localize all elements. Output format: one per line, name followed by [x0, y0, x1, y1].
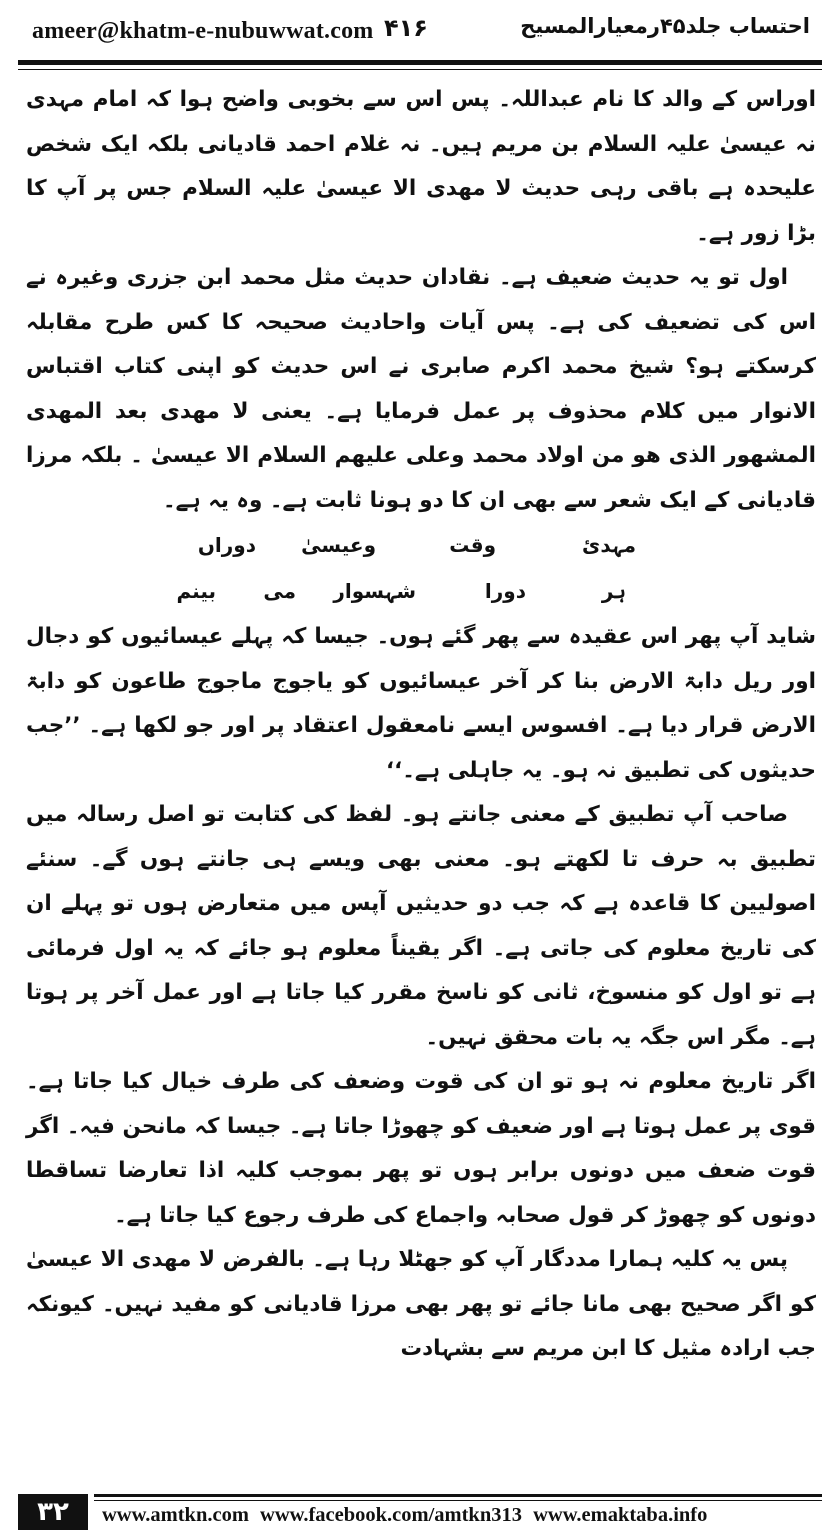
- page-footer: [18, 1488, 822, 1536]
- paragraph-1: اوراس کے والد کا نام عبداللہ۔ پس اس سے بخوبی واضح ہوا کہ امام مہدی نہ عیسیٰ علیہ السلام بن مریم ہیں۔ نہ غلام احمد قادیانی بلکہ ایک شخص علیحدہ ہے باقی رہی حدیث لا مھدی الا عیسیٰ علیہ السلام جس پر آپ کا بڑا زور ہے۔: [26, 87, 816, 246]
- poem-word: دوراں: [197, 533, 256, 557]
- poem-couplet: [26, 523, 816, 615]
- header-email: ameer@khatm-e-nubuwwat.com: [32, 18, 374, 44]
- footer-link-amtkn[interactable]: www.amtkn.com: [102, 1504, 249, 1526]
- poem-word: ہر: [601, 579, 626, 603]
- footer-link-emaktaba[interactable]: www.emaktaba.info: [533, 1504, 708, 1526]
- poem-word: وقت: [449, 533, 496, 557]
- poem-word: وعیسیٰ: [301, 533, 376, 557]
- footer-page-number: ۳۲: [18, 1494, 88, 1530]
- paragraph-5: اگر تاریخ معلوم نہ ہو تو ان کی قوت وضعف کی طرف خیال کیا جاتا ہے۔ قوی پر عمل ہوتا ہے اور ضعیف کو چھوڑا جاتا ہے۔ جیسا کہ مانحن فیہ۔ اگر قوت ضعف میں دونوں برابر ہوں تو پھر بموجب کلیہ اذا تعارضا تساقطا دونوں کو چھوڑ کر قول صحابہ واجماع کی طرف رجوع کیا جاتا ہے۔: [26, 1069, 816, 1228]
- header-running-title: احتساب جلد۴۵رمعیارالمسیح: [520, 14, 810, 38]
- poem-word: مہدیٔ: [582, 533, 636, 557]
- header-page-number: ۴۱۶: [384, 14, 428, 42]
- footer-link-facebook[interactable]: www.facebook.com/amtkn313: [260, 1504, 522, 1526]
- header-rule-thin: [18, 69, 822, 70]
- poem-word: دورا: [484, 579, 526, 603]
- paragraph-6: پس یہ کلیہ ہمارا مددگار آپ کو جھٹلا رہا ہے۔ بالفرض لا مھدی الا عیسیٰ کو اگر صحیح بھی مانا جائے تو پھر بھی مرزا قادیانی کو مفید نہیں۔ کیونکہ جب ارادہ مثیل کا ابن مریم سے بشہادت: [26, 1247, 816, 1361]
- poem-word: می: [263, 579, 296, 603]
- header-rule-thick: [18, 60, 822, 65]
- body-text: [26, 78, 816, 1372]
- paragraph-3: شاید آپ پھر اس عقیدہ سے پھر گئے ہوں۔ جیسا کہ پہلے عیسائیوں کو دجال اور ریل دابۃ الارض بنا کر آخر عیسائیوں کو یاجوج ماجوج طاعون کو دابۃ الارض قرار دیا ہے۔ افسوس ایسے نامعقول اعتقاد پر اور جو لکھا ہے۔ ’’جب حدیثوں کی تطبیق نہ ہو۔ یہ جاہلی ہے۔‘‘: [26, 624, 816, 783]
- page-header: [18, 0, 822, 66]
- footer-rule-thin: [94, 1500, 822, 1501]
- footer-rule-thick: [94, 1494, 822, 1497]
- poem-word: بینم: [176, 579, 216, 603]
- footer-links: [102, 1504, 822, 1527]
- paragraph-4: صاحب آپ تطبیق کے معنی جانتے ہو۔ لفظ کی کتابت تو اصل رسالہ میں تطبیق بہ حرف تا لکھتے ہو۔ معنی بھی ویسے ہی جانتے ہوں گے۔ سنئے اصولیین کا قاعدہ ہے کہ جب دو حدیثیں آپس میں متعارض ہوں تو پہلے ان کی تاریخ معلوم کی جاتی ہے۔ اگر یقیناً معلوم ہو جائے کہ یہ اول فرمائی ہے تو اول کو منسوخ، ثانی کو ناسخ مقرر کیا جاتا ہے اور عمل آخر پر ہوتا ہے۔ مگر اس جگہ یہ بات محقق نہیں۔: [26, 802, 816, 1050]
- paragraph-2: اول تو یہ حدیث ضعیف ہے۔ نقادان حدیث مثل محمد ابن جزری وغیرہ نے اس کی تضعیف کی ہے۔ پس آیات واحادیث صحیحہ کا کس طرح مقابلہ کرسکتے ہو؟ شیخ محمد اکرم صابری نے اس حدیث کو اپنی کتاب اقتباس الانوار میں کلام محذوف پر عمل فرمایا ہے۔ یعنی لا مھدی بعد المھدی المشھور الذی ھو من اولاد محمد وعلی علیھم السلام الا عیسیٰ ۔ بلکہ مرزا قادیانی کے ایک شعر سے بھی ان کا دو ہونا ثابت ہے۔ وہ یہ ہے۔: [26, 265, 816, 513]
- poem-word: شہسوار: [333, 579, 416, 603]
